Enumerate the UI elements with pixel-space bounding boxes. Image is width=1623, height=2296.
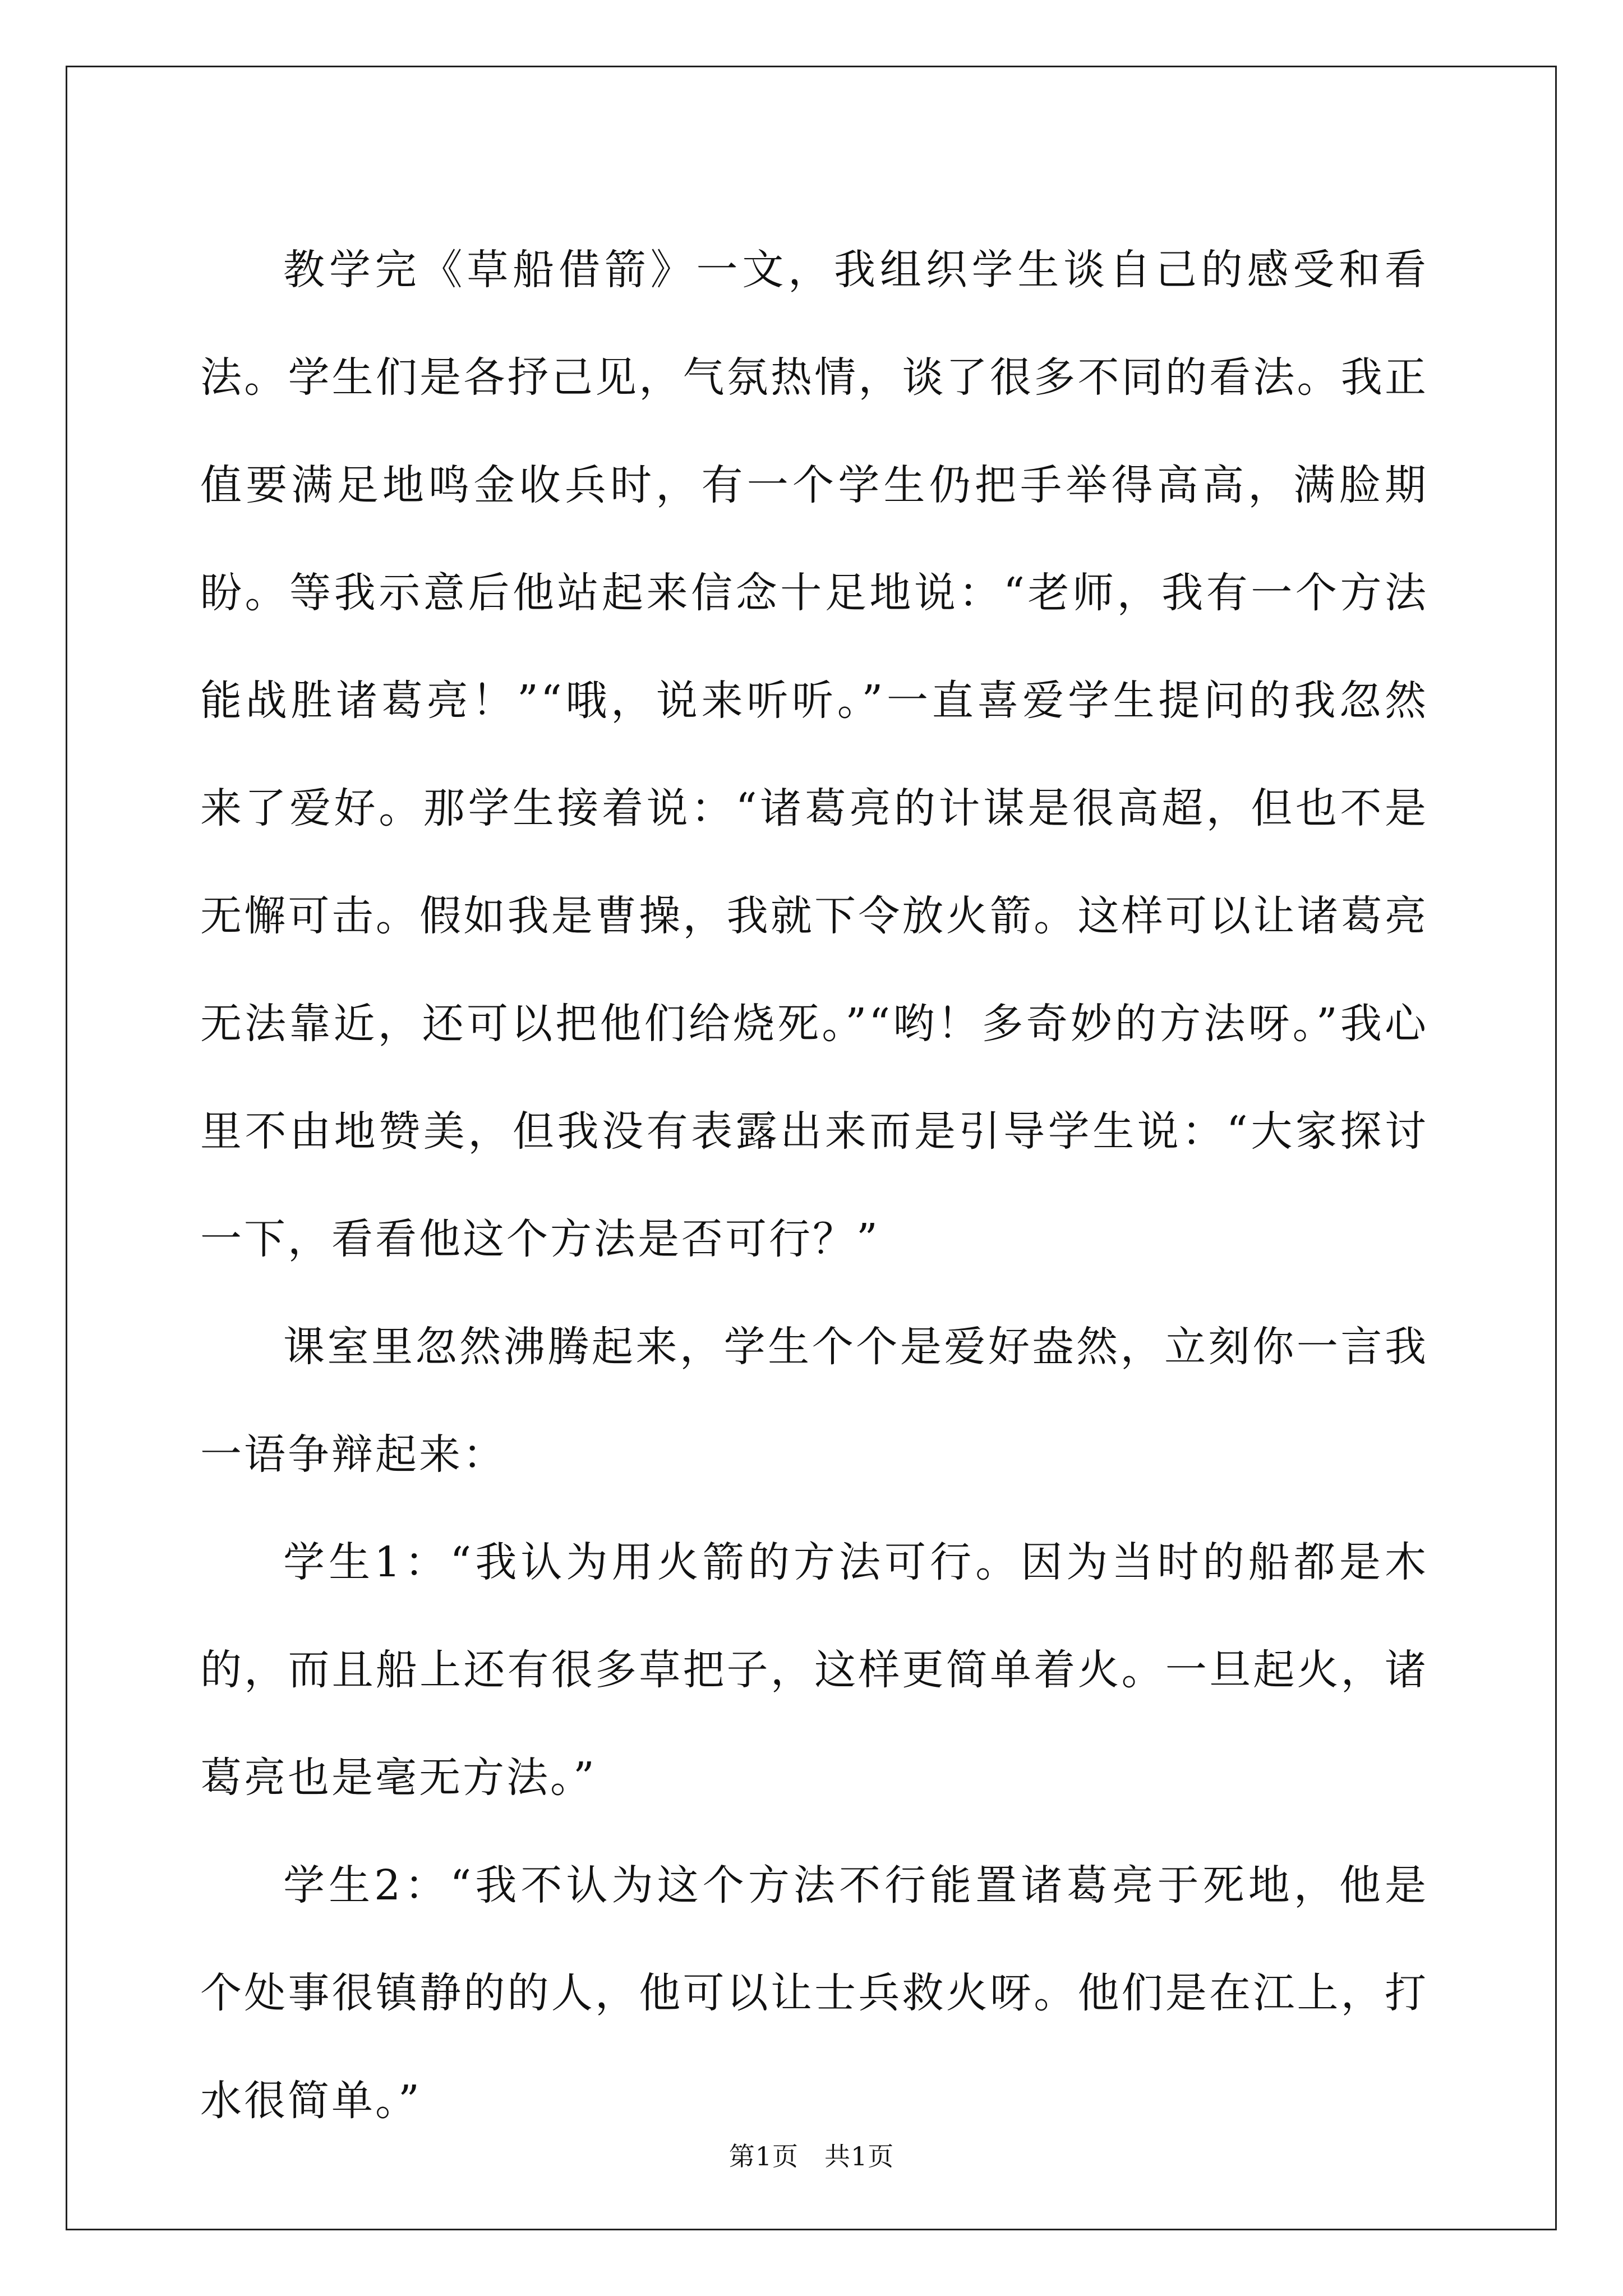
page-footer [0,2136,1623,2173]
document-body [200,216,1428,2155]
page-total: 共1页 [824,2141,895,2171]
paragraph-1: 教学完《草船借箭》一文，我组织学生谈自己的感受和看法。学生们是各抒己见，气氛热情，谈了很多不同的看法。我正值要满足地鸣金收兵时，有一个学生仍把手举得高高，满脸期盼。等我示意后他站起来信念十足地说：“老师，我有一个方法能战胜诸葛亮！”“哦，说来听听。”一直喜爱学生提问的我忽然来了爱好。那学生接着说：“诸葛亮的计谋是很高超，但也不是无懈可击。假如我是曹操，我就下令放火箭。这样可以让诸葛亮无法靠近，还可以把他们给烧死。”“哟！多奇妙的方法呀。”我心里不由地赞美，但我没有表露出来而是引导学生说：“大家探讨一下，看看他这个方法是否可行？” [200,246,1428,1263]
paragraph-3: 学生1：“我认为用火箭的方法可行。因为当时的船都是木的，而且船上还有很多草把子，这样更简单着火。一旦起火，诸葛亮也是毫无方法。” [200,1538,1428,1802]
paragraph-4: 学生2：“我不认为这个方法不行能置诸葛亮于死地，他是个处事很镇静的的人，他可以让士兵救火呀。他们是在江上，打水很简单。” [200,1861,1428,2125]
paragraph-2: 课室里忽然沸腾起来，学生个个是爱好盎然，立刻你一言我一语争辩起来： [200,1323,1428,1479]
page-number: 第1页 [728,2141,799,2171]
